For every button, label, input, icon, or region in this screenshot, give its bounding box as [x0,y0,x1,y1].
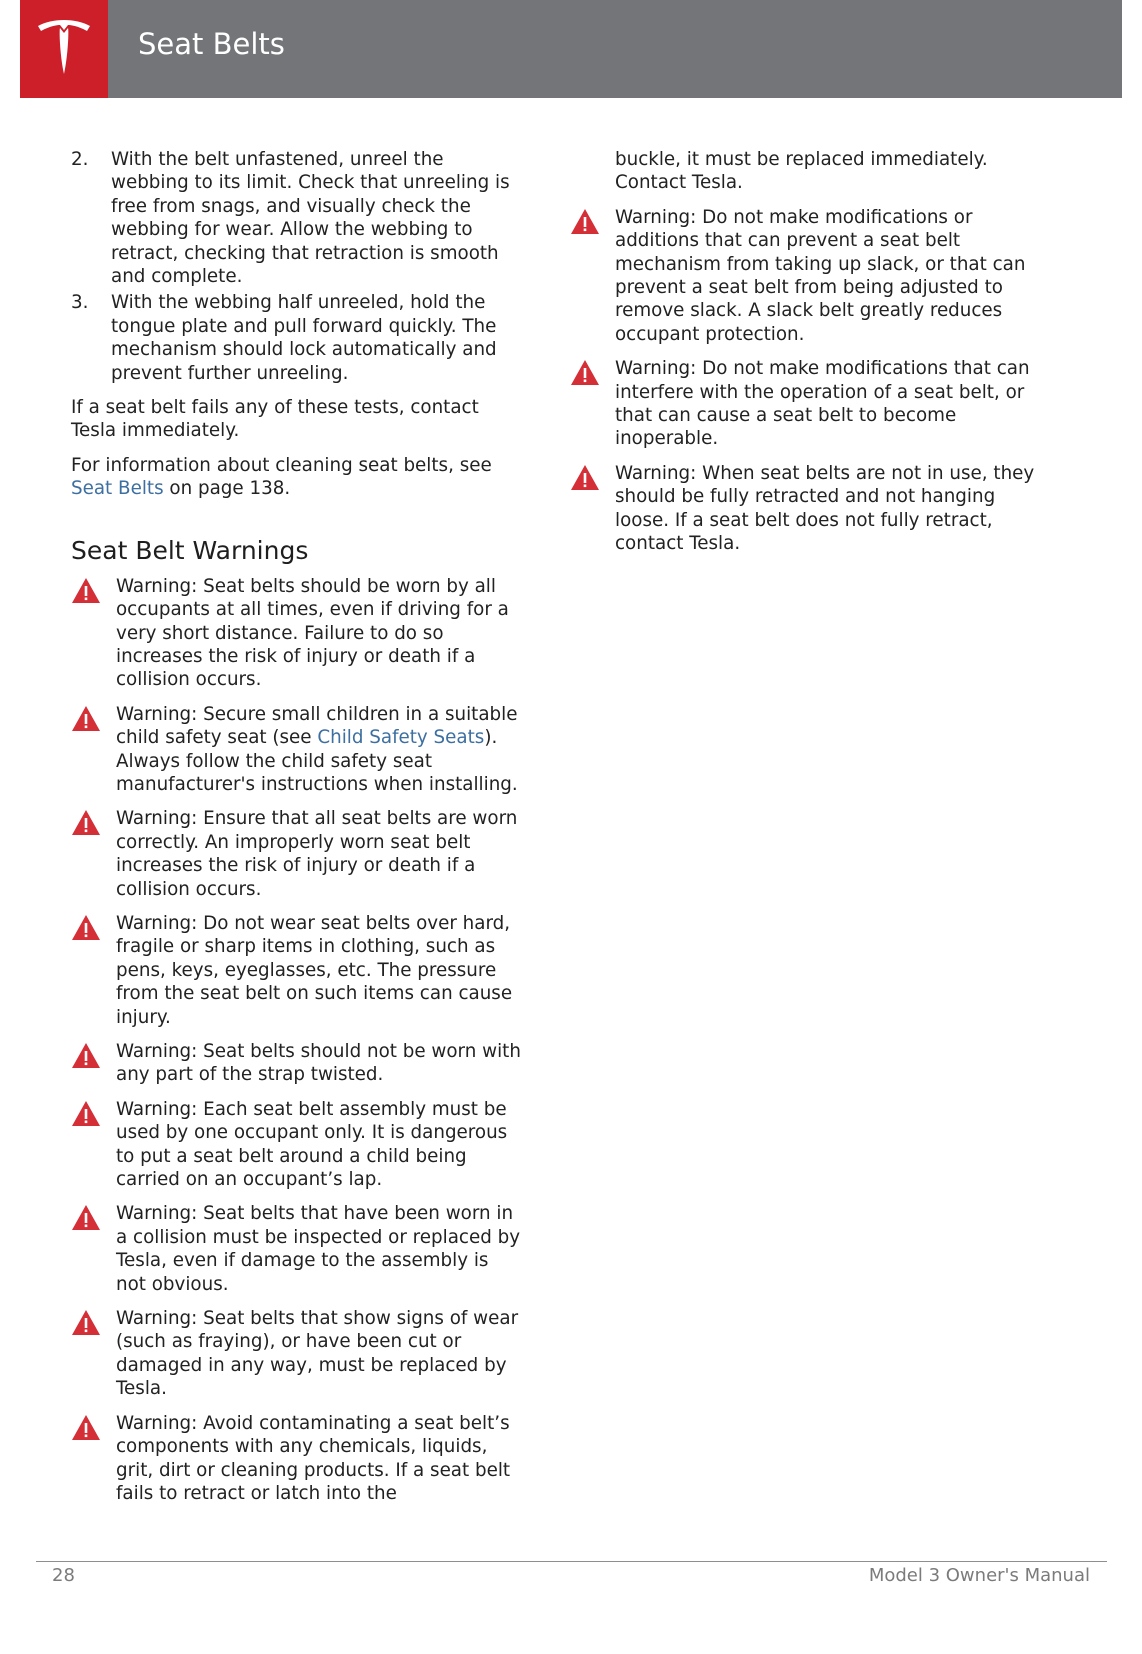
warning-triangle-icon [71,705,101,732]
warning-triangle-icon [570,464,600,491]
manual-title: Model 3 Owner's Manual [868,1565,1090,1586]
warning-label: Warning: [615,462,697,484]
step-number: 2. [71,149,89,170]
warning-label: Warning: [116,808,198,830]
list-item [71,148,523,288]
warning-text: Do not wear seat belts over hard, fragile or sharp items in clothing, such as pens, keys, eyeglasses, etc. The pressure from the seat belt on such items can cause injury. [116,912,513,1028]
warning-text: Each seat belt assembly must be used by one occupant only. It is dangerous to put a seat belt around a child being carried on an occupant’s lap. [116,1098,508,1191]
child-safety-seats-link[interactable]: Child Safety Seats [317,727,485,749]
cleaning-text-before: For information about cleaning seat belts, see [71,454,492,476]
warning-triangle-icon [71,1204,101,1231]
warning-item [615,357,1035,451]
warning-item [615,462,1035,556]
warning-item [71,1307,523,1401]
warning-triangle-icon [71,577,101,604]
warning-text-after: ). Always follow the child safety seat manufacturer's instructions when installing. [116,727,518,795]
warning-text: When seat belts are not in use, they should be fully retracted and not hanging loose. If a seat belt does not fully retract, contact Tesla. [615,462,1035,555]
page-header [20,0,1122,98]
warning-triangle-icon [71,1309,101,1336]
warning-text: Do not make modifications that can interfere with the operation of a seat belt, or that can cause a seat belt to become inoperable. [615,358,1030,450]
warning-label: Warning: [116,575,198,597]
warning-label: Warning: [116,1041,198,1062]
warning-label: Warning: [116,1203,198,1225]
warning-label: Warning: [116,1308,198,1330]
step-text: With the belt unfastened, unreel the webbing to its limit. Check that unreeling is free from snags, and visually check the webbing for wear. Allow the webbing to retract, checking that retraction is smooth and complete. [111,149,510,288]
section-heading: Seat Belt Warnings [71,535,309,565]
warning-text: Seat belts should not be worn with any part of the strap twisted. [116,1041,521,1086]
warning-text-before: Secure small children in a suitable child safety seat (see [116,703,518,749]
warning-item [71,1202,523,1296]
warning-label: Warning: [615,206,697,228]
footer-divider [36,1561,1107,1562]
warning-triangle-icon [570,359,600,386]
list-item [71,291,523,385]
logo-box [20,0,108,98]
warning-label: Warning: [116,1412,198,1434]
warning-text: Seat belts that show signs of wear (such as fraying), or have been cut or damaged in any way, must be replaced by Tesla. [116,1308,519,1400]
page-title: Seat Belts [138,27,285,61]
warning-text: Seat belts should be worn by all occupants at all times, even if driving for a very short distance. Failure to do so increases the risk of injury or death if a collision occurs. [116,575,509,691]
right-column [615,148,1035,567]
warning-label: Warning: [116,1098,198,1120]
warning-triangle-icon [71,1414,101,1441]
warning-triangle-icon [71,1100,101,1127]
cleaning-paragraph [71,454,523,501]
warning-item [71,912,523,1029]
warning-item [615,206,1035,346]
warning-text: Seat belts that have been worn in a collision must be inspected or replaced by Tesla, even if damage to the assembly is not obvious. [116,1203,521,1295]
step-text: With the webbing half unreeled, hold the tongue plate and pull forward quickly. The mechanism should lock automatically and prevent further unreeling. [111,292,497,384]
left-column [71,148,523,1516]
seat-belts-link[interactable]: Seat Belts [71,478,164,500]
warning-triangle-icon [570,208,600,235]
warning-label: Warning: [615,358,697,380]
cleaning-text-after: on page 138. [163,478,291,500]
warning-item [71,575,523,692]
warning-item [71,1040,523,1087]
tesla-logo-icon [34,16,94,76]
warning-triangle-icon [71,1042,101,1069]
warning-triangle-icon [71,914,101,941]
warning-item [71,1098,523,1192]
warning-continued-text: buckle, it must be replaced immediately. Contact Tesla. [615,149,988,194]
warning-item [71,1412,523,1506]
step-number: 3. [71,292,89,314]
warning-text: Avoid contaminating a seat belt’s components with any chemicals, liquids, grit, dirt or cleaning products. If a seat belt fails to retract or latch into the [116,1412,511,1504]
warning-label: Warning: [116,703,198,725]
warning-item [71,703,523,797]
test-steps-list [71,148,523,385]
warning-text: Do not make modifications or additions that can prevent a seat belt mechanism from taking up slack, or that can prevent a seat belt from being adjusted to remove slack. A slack belt greatly reduces occupant protection. [615,206,1026,345]
warning-triangle-icon [71,809,101,836]
warning-text: Ensure that all seat belts are worn correctly. An improperly worn seat belt increases the risk of injury or death if a collision occurs. [116,808,518,900]
fail-contact-paragraph: If a seat belt fails any of these tests, contact Tesla immediately. [71,397,479,442]
warning-item [71,807,523,901]
warning-label: Warning: [116,912,198,934]
page-number: 28 [52,1565,75,1586]
